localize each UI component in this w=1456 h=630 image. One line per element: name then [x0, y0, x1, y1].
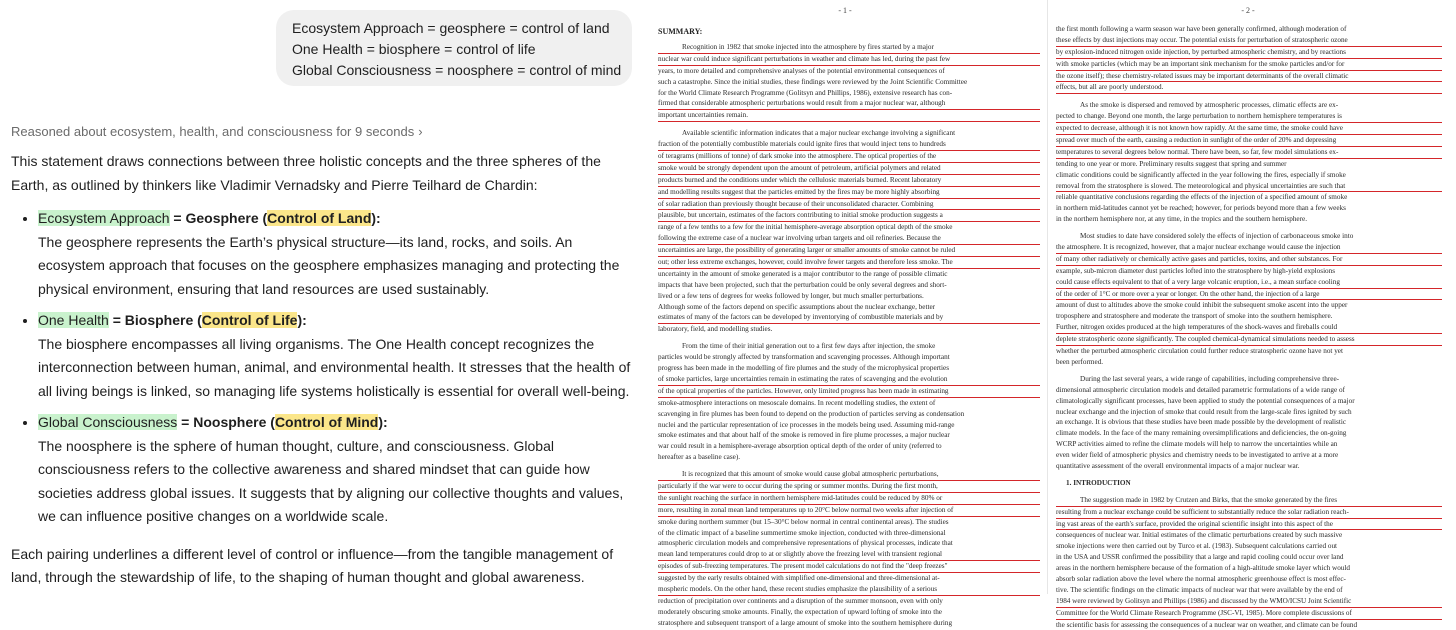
text-line: smoke during northern summer (but 15–30°C below normal in central continental areas). The studies — [658, 517, 949, 526]
text-line: Although some of the factors depend on specific assumptions about the nuclear exchange, better — [658, 302, 936, 311]
user-message-line: Global Consciousness = noosphere = control of mind — [292, 62, 622, 78]
text-line: absorb solar radiation above the level where the normal atmospheric greenhouse effect is most effec- — [1056, 574, 1346, 583]
underlined-text-line: of solar radiation than previously thought because of their unconsolidated character. Combining — [658, 199, 1040, 211]
text-line: in northern mid-latitudes cannot yet be reached; however, for periods beyond more than a few weeks — [1056, 204, 1346, 213]
underlined-text-line: 1984 were reviewed by Golitsyn and Phillips (1986) and discussed by the WMO/ICSU Joint Scientific — [1056, 596, 1442, 608]
concept-control: Control of Life — [201, 312, 298, 328]
concept-body: The biosphere encompasses all living organisms. The One Health concept recognizes the interconnection between human, animal, and environmental health. It stresses that the health of all living beings is linked, so managing life systems holistically is essential for overall well-being. — [38, 335, 631, 399]
concept-body: The noosphere is the sphere of human thought, culture, and consciousness. Global consciousness refers to the collective awareness and shared mindset that can guide how societies address global issues. It suggests that by aligning our collective thoughts and values, we can influence positive changes on a worldwide scale. — [38, 437, 624, 524]
text-line: tending to one year or more. Preliminary results suggest that spring and summer — [1056, 159, 1287, 168]
text-line: for the World Climate Research Programme (Golitsyn and Phillips, 1986), extensive research has con- — [658, 88, 953, 97]
underlined-text-line: of many other radiatively or chemically active gases and particles, toxins, and other substances. For — [1056, 254, 1442, 266]
underlined-text-line: of the optical properties of the particles. However, only limited progress has been made in estimating — [658, 386, 1040, 398]
underlined-text-line: and modelling results suggest that the particles emitted by the fires may be more highly absorbing — [658, 187, 1040, 199]
text-line: been performed. — [1056, 357, 1104, 366]
text-line: scavenging in fire plumes has been found to depend on the production of particles serving as condensation — [658, 409, 965, 418]
concept-eq: = Biosphere ( — [108, 312, 202, 328]
underlined-text-line: It is recognized that this amount of smoke would cause global atmospheric perturbations, — [658, 469, 1040, 481]
concept-name: One Health — [38, 312, 109, 328]
underlined-text-line: of the order of 1°C or more over a year or longer. On the other hand, the injection of a large — [1056, 289, 1442, 301]
underlined-text-line: following the extreme case of a nuclear war involving urban targets and oil refineries. Because the — [658, 233, 1040, 245]
text-line: stratosphere and subsequent transport of a large amount of smoke into the southern hemisphere during — [658, 618, 953, 627]
user-message-bubble — [276, 10, 632, 86]
document-page-2 — [1047, 0, 1448, 629]
text-line: smoke estimates and that about half of the smoke is removed in fire plume processes, a major nuclear — [658, 431, 950, 440]
text-line: moderately obscuring smoke amounts. Finally, the expectation of upward lofting of smoke into the — [658, 607, 942, 616]
concept-list — [11, 207, 636, 529]
text-line: dimensional atmospheric circulation models and detailed parametric formulations of a wide range of — [1056, 385, 1345, 394]
underlined-text-line: the ozone itself); these chemistry-related issues may be important determinants of the overall climatic — [1056, 71, 1442, 83]
underlined-text-line: could cause effects equivalent to that of a very large volcanic eruption, i.e., a mean surface cooling — [1056, 277, 1442, 289]
underlined-text-line: Further, nitrogen oxides produced at the high temperatures of the shock-waves and fireballs could — [1056, 322, 1442, 334]
underlined-text-line: of smoke particles, large uncertainties remain in estimating the rates of scavenging and the evolution — [658, 374, 1040, 386]
underlined-text-line: temperatures to several degrees below normal. There have been, so far, few model simulations ex- — [1056, 147, 1442, 159]
answer-intro: This statement draws connections between three holistic concepts and the three spheres of the Earth, as outlined by thinkers like Vladimir Vernadsky and Pierre Teilhard de Chardin: — [11, 153, 601, 193]
text-line: example, sub-micron diameter dust particles lofted into the stratosphere by high-yield explosions — [1056, 266, 1336, 275]
text-line: WCRP activities aimed to refine the climate models will help to narrow the uncertainties while an — [1056, 440, 1338, 449]
text-line: As the smoke is dispersed and removed by atmospheric processes, climatic effects are ex- — [1080, 101, 1339, 110]
user-message-line: Ecosystem Approach = geosphere = control of land — [292, 20, 610, 36]
text-line: of the climatic impact of a baseline summertime smoke injection, conducted with three-dimensional — [658, 528, 946, 537]
underlined-text-line: particularly if the war were to occur during the spring or summer months. During the first month, — [658, 481, 1040, 493]
text-line: Most studies to date have considered solely the effects of injection of carbonaceous smoke into — [1080, 232, 1354, 241]
concept-name: Ecosystem Approach — [38, 210, 170, 226]
concept-body: The geosphere represents the Earth’s physical structure—its land, rocks, and soils. An ecosystem approach that focuses on the geosphere emphasizes managing and protecting the physical environment, ensuring that land resources are used sustainably. — [38, 233, 620, 297]
concept-control: Control of Land — [267, 210, 372, 226]
underlined-text-line: Committee for the World Climate Research Programme (JSC-VI, 1985). More complete discussions of — [1056, 608, 1442, 620]
text-line: reliable quantitative conclusions regarding the effects of the injection of a specified amount of smoke — [1056, 193, 1348, 202]
text-line: smoke-atmosphere interactions on mesoscale domains. In recent modelling studies, the extent of — [658, 398, 936, 407]
text-line: years, to more detailed and comprehensive analyses of the potential environmental consequences of — [658, 66, 945, 75]
text-line: even wider field of atmospheric physics and chemistry needs to be investigated to arrive at a more — [1056, 451, 1339, 460]
text-line: lived or a few tens of degrees for weeks followed by longer, but much smaller perturbations. — [658, 291, 924, 300]
text-line: 1. INTRODUCTION — [1066, 478, 1131, 487]
answer-outro: Each pairing underlines a different level of control or influence—from the tangible management of land, through the stewardship of life, to the shaping of human thought and global awareness. — [11, 545, 614, 585]
text-line: impacts that have been projected, such that the perturbation could be only several degrees and short- — [658, 280, 947, 289]
text-line: hereafter as a baseline case). — [658, 453, 741, 462]
text-line: amount of dust to altitudes above the smoke could inhibit the subsequent smoke ascent into the upper — [1056, 301, 1348, 310]
underlined-text-line: resulting from a nuclear exchange could be sufficient to substantially reduce the solar radiation reach- — [1056, 507, 1442, 519]
text-line: in the northern hemisphere nor, at any time, in the tropics and the southern hemisphere. — [1056, 215, 1308, 224]
underlined-text-line: expected to decrease, although it is not known how rapidly. At the same time, the smoke could have — [1056, 123, 1442, 135]
document-text-block — [658, 42, 1040, 629]
concept-control: Control of Mind — [274, 414, 379, 430]
underlined-text-line: uncertainties are large, the possibility of generating larger or smaller amounts of smoke cannot be ruled — [658, 245, 1040, 257]
underlined-text-line: episodes of sub-freezing temperatures. The present model calculations do not find the "deep freezes" — [658, 561, 1040, 573]
text-line: quantitative assessment of the overall environmental impacts of a major nuclear war. — [1056, 461, 1300, 470]
list-item — [38, 309, 636, 403]
underlined-text-line: these effects by dust injections may occur. The potential exists for perturbation of stratospheric ozone — [1056, 35, 1442, 47]
text-line: the first month following a warm season war have been generally confirmed, although moderation of — [1056, 25, 1347, 33]
user-message-line: One Health = biosphere = control of life — [292, 41, 536, 57]
text-line: areas in the northern hemisphere because of the formation of a high-altitude smoke layer which would — [1056, 564, 1350, 573]
text-line: in the USA and USSR confirmed the possibility that a large and rapid cooling could occur over land — [1056, 553, 1344, 562]
underlined-text-line: pected to change. Beyond one month, the large perturbation to northern hemisphere temperatures is — [1056, 111, 1442, 123]
underlined-text-line: the sunlight reaching the surface in northern hemisphere mid-latitudes could be reduced by 80% or — [658, 493, 1040, 505]
text-line: During the last several years, a wide range of capabilities, including comprehensive three- — [1080, 374, 1340, 383]
text-line: From the time of their initial generation out to a first few days after injection, the smoke — [682, 342, 936, 351]
text-line: tive. The scientific findings on the climatic impacts of nuclear war that were available by the end of — [1056, 585, 1343, 594]
text-line: whether the perturbed atmospheric circulation could further reduce stratospheric ozone have not yet — [1056, 347, 1343, 356]
list-item — [38, 207, 636, 301]
concept-eq: = Noosphere ( — [177, 414, 275, 430]
text-line: reduction of precipitation over continents and a disruption of the summer monsoon, even with only — [658, 596, 943, 605]
text-line: the scientific basis for assessing the consequences of a nuclear war on weather, and climate can be found — [1056, 620, 1358, 629]
text-line: Available scientific information indicates that a major nuclear exchange involving a significant — [682, 129, 956, 138]
text-line: an exchange. It is obvious that these studies have been made possible by the development of realistic — [1056, 418, 1347, 427]
underlined-text-line: firmed that considerable atmospheric perturbations would result from a major nuclear war, although — [658, 98, 1040, 110]
chevron-right-icon: › — [418, 124, 423, 139]
text-line: climate models. In the face of the many remaining oversimplifications and deficiencies, the on-going — [1056, 429, 1347, 438]
text-line: range of a few tenths to a few for the initial hemisphere-average absorption optical depth of the smoke — [658, 223, 953, 232]
concept-close: ): — [297, 312, 307, 328]
underlined-text-line: Recognition in 1982 that smoke injected into the atmosphere by fires started by a major — [658, 42, 1040, 54]
underlined-text-line: products burned and the conditions under which the cellulosic materials burned. Recent laboratory — [658, 175, 1040, 187]
underlined-text-line: important uncertainties remain. — [658, 110, 1040, 122]
concept-name: Global Consciousness — [38, 414, 178, 430]
document-text-block — [1056, 24, 1442, 630]
document-page-1 — [645, 0, 1045, 627]
text-line: troposphere and stratosphere and moderate the transport of smoke into the southern hemisphere. — [1056, 312, 1333, 321]
underlined-text-line: fraction of the potentially combustible materials could ignite fires that would inject tens to hundreds — [658, 139, 1040, 151]
text-line: laboratory, field, and modelling studies. — [658, 325, 773, 334]
underlined-text-line: the atmosphere. It is recognized, however, that a major nuclear exchange would cause the injection — [1056, 242, 1442, 254]
text-line: progress has been made in the modelling of fire plumes and the study of the microphysical properties — [658, 364, 950, 373]
text-line: atmospheric circulation models and comprehensive representations of physical processes, indicate that — [658, 539, 953, 548]
text-line: nuclei and the particular representation of ice processes in the models being used. Assuming mid-range — [658, 420, 955, 429]
underlined-text-line: The suggestion made in 1982 by Crutzen and Birks, that the smoke generated by the fires — [1056, 495, 1442, 507]
text-line: suggested by the early results obtained with simplified one-dimensional and three-dimensional at- — [658, 574, 940, 583]
text-line: climatologically significant processes, have been applied to study the potential consequences of a major — [1056, 396, 1355, 405]
underlined-text-line: with smoke particles (which may be an important sink mechanism for the smoke particles and/or for — [1056, 59, 1442, 71]
underlined-text-line: mean land temperatures could drop to at or slightly above the freezing level with transient regional — [658, 549, 1040, 561]
underlined-text-line: ing vast areas of the earth's surface, provided the original scientific insight into this aspect of the — [1056, 519, 1442, 531]
concept-close: ): — [378, 414, 388, 430]
page-number: - 2 - — [1241, 6, 1255, 15]
underlined-text-line: deplete stratospheric ozone significantly. The coupled chemical-dynamical simulations needed to assess — [1056, 334, 1442, 346]
text-line: smoke injections were then carried out by Turco et al. (1983). Subsequent calculations carried out — [1056, 542, 1338, 551]
text-line: such a catastrophe. Since the initial studies, these findings were reviewed by the Joint Scientific Committee — [658, 77, 968, 86]
underlined-text-line: mospheric models. On the other hand, these recent studies emphasize the plausibility of a serious — [658, 584, 1040, 596]
text-line: consequences of nuclear war. Initial estimates of the climatic perturbations created by such massive — [1056, 531, 1343, 540]
underlined-text-line: of teragrams (millions of tonne) of dark smoke into the atmosphere. The optical properties of the — [658, 151, 1040, 163]
text-line: nuclear exchange and the injection of smoke that could result from the large-scale fires ignited by such — [1056, 407, 1352, 416]
underlined-text-line: by explosion-induced nitrogen oxide injection, by perturbed atmospheric chemistry, and by reactions — [1056, 47, 1442, 59]
assistant-answer — [11, 150, 636, 590]
underlined-text-line: out; other less extreme exchanges, however, could involve fewer targets and therefore less smoke. The — [658, 257, 1040, 269]
text-line: climatic conditions could be significantly affected in the year following the fires, especially if smoke — [1056, 170, 1346, 179]
concept-close: ): — [371, 210, 381, 226]
text-line: uncertainty in the amount of smoke generated is a major contributor to the range of possible climatic — [658, 269, 948, 278]
underlined-text-line: effects, but all are poorly understood. — [1056, 82, 1442, 94]
underlined-text-line: plausible, but uncertain, estimates of the factors contributing to initial smoke production suggests a — [658, 210, 1040, 222]
summary-heading: SUMMARY: — [658, 27, 703, 36]
chat-panel — [0, 0, 640, 594]
concept-eq: = Geosphere ( — [169, 210, 268, 226]
underlined-text-line: removal from the stratosphere is slowed. The meteorological and physical uncertainties are such that — [1056, 181, 1442, 193]
underlined-text-line: estimates of many of the factors can be developed by inventorying of combustible materials and by — [658, 312, 1040, 324]
text-line: particles would be strongly affected by transformation and scavenging processes. Although important — [658, 353, 950, 362]
underlined-text-line: smoke would be strongly dependent upon the amount of petroleum, artificial polymers and related — [658, 163, 1040, 175]
underlined-text-line: more, resulting in zonal mean land temperatures up to 20°C below normal two weeks after injection of — [658, 505, 1040, 517]
text-line: war could result in a hemisphere-average absorption optical depth of the order of unity (referred to — [658, 442, 942, 451]
underlined-text-line: nuclear war could induce significant perturbations in weather and climate has led, during the past few — [658, 54, 1040, 66]
reasoning-toggle[interactable] — [11, 124, 423, 139]
list-item — [38, 411, 636, 529]
page-number: - 1 - — [838, 6, 852, 15]
underlined-text-line: spread over much of the earth, causing a reduction in sunlight of the order of 20% and depressing — [1056, 135, 1442, 147]
reasoning-label: Reasoned about ecosystem, health, and consciousness for 9 seconds — [11, 124, 415, 139]
